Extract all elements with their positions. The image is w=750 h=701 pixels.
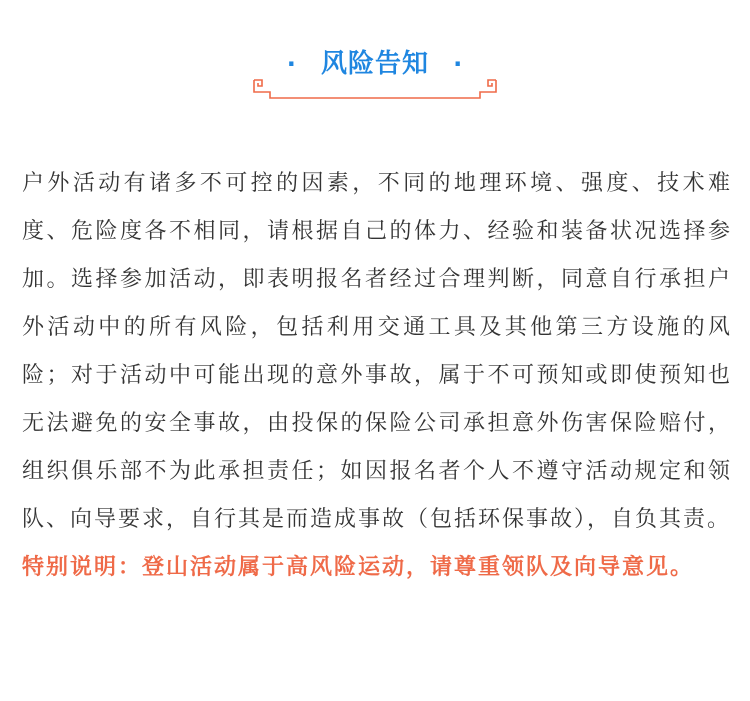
special-note: 特别说明：登山活动属于高风险运动，请尊重领队及向导意见。 [22, 555, 695, 580]
title-dot-left: · [286, 50, 297, 78]
section-header [0, 0, 750, 110]
title-dot-right: · [453, 50, 464, 78]
section-title-text: 风险告知 [320, 49, 429, 79]
risk-notice-body [22, 160, 732, 592]
title-frame-ornament [250, 72, 500, 102]
risk-notice-paragraph: 户外活动有诸多不可控的因素，不同的地理环境、强度、技术难度、危险度各不相同，请根据自己的体力、经验和装备状况选择参加。选择参加活动，即表明报名者经过合理判断，同意自行承担户外活动中的所有风险，包括利用交通工具及其他第三方设施的风险；对于活动中可能出现的意外事故，属于不可预知或即使预知也无法避免的安全事故，由投保的保险公司承担意外伤害保险赔付，组织俱乐部不为此承担责任；如因报名者个人不遵守活动规定和领队、向导要求，自行其是而造成事故（包括环保事故），自负其责。 [22, 171, 732, 532]
